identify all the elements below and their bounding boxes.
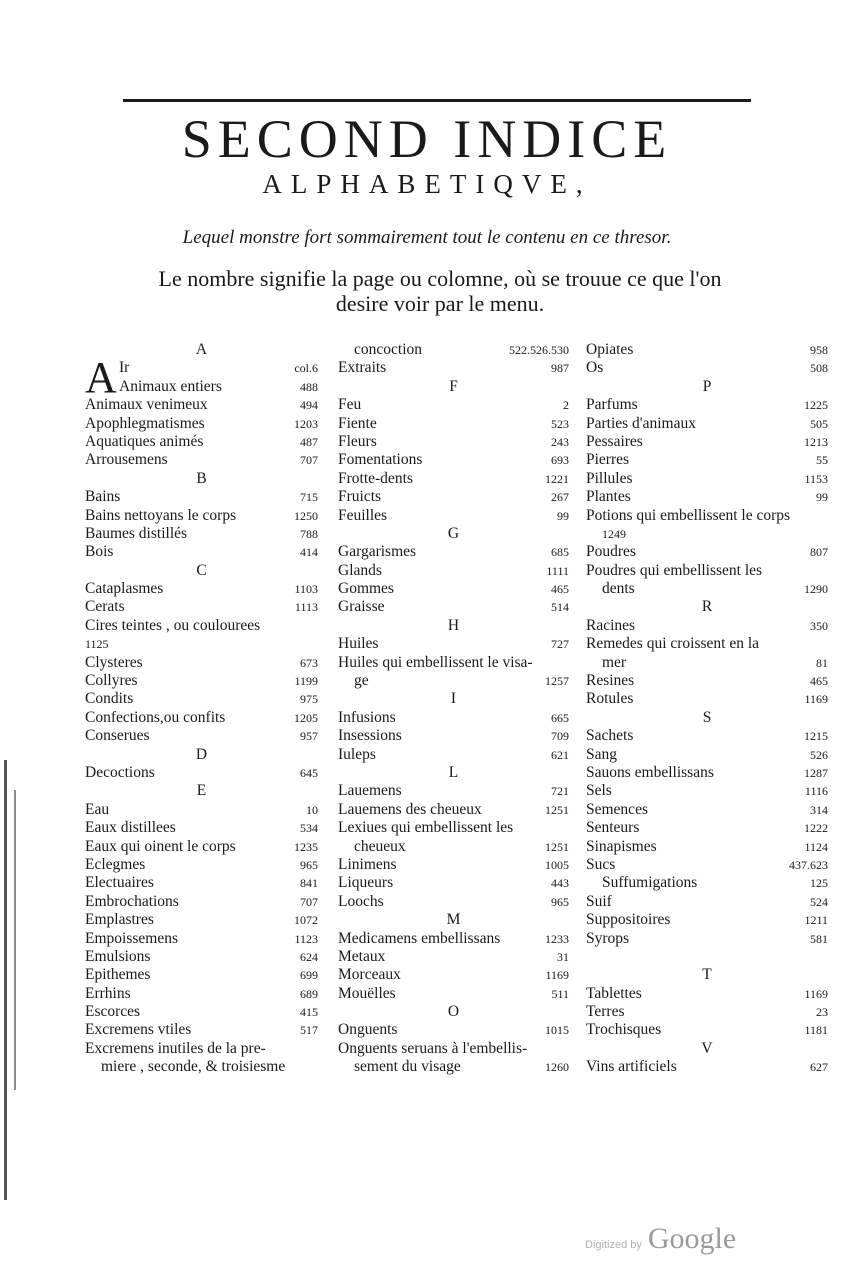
index-entry: Sucs 437.623 <box>586 855 828 873</box>
index-entry: Gargarismes 685 <box>338 543 569 561</box>
section-letter: M <box>446 911 461 929</box>
index-entry: Empoissemens 1123 <box>85 929 318 947</box>
index-entry-continuation: ge 1257 <box>354 672 569 690</box>
index-entry: Tablettes 1169 <box>586 984 828 1002</box>
index-entry-continuation: concoction 522.526.530 <box>354 341 569 358</box>
section-letter: A <box>195 341 208 358</box>
index-entry: Confections,ou confits 1205 <box>85 708 318 726</box>
section-letter: H <box>447 616 460 634</box>
section-letter: P <box>702 377 712 395</box>
index-entry: Fruicts 267 <box>338 488 569 506</box>
index-entry: Epithemes 699 <box>85 966 318 984</box>
index-entry: Poudres qui embellissent les <box>586 561 763 579</box>
index-column-1 <box>85 341 318 1077</box>
index-entry: Onguents 1015 <box>338 1021 569 1039</box>
index-entry: Lauemens des cheueux 1251 <box>338 800 569 818</box>
index-entry: Lexiues qui embellissent les <box>338 819 514 837</box>
index-entry: Eclegmes 965 <box>85 855 318 873</box>
index-entry: Extraits 987 <box>338 359 569 377</box>
index-entry: Bains nettoyans le corps 1250 <box>85 506 318 524</box>
index-entry: Cataplasmes 1103 <box>85 580 318 598</box>
index-entry-continuation: sement du visage 1260 <box>354 1058 569 1076</box>
index-entry: Arrousemens 707 <box>85 451 318 469</box>
section-letter: O <box>447 1003 460 1021</box>
index-entry: Os 508 <box>586 359 828 377</box>
index-entry: Parfums 1225 <box>586 396 828 414</box>
index-entry-continuation: dents 1290 <box>602 580 828 598</box>
index-entry: Sang 526 <box>586 745 828 763</box>
index-entry: Feuilles 99 <box>338 506 569 524</box>
index-entry: Vins artificiels 627 <box>586 1058 828 1076</box>
page-title: SECOND INDICE <box>181 109 673 169</box>
index-entry: Emulsions 624 <box>85 947 318 965</box>
index-entry-continuation: cheueux 1251 <box>354 837 569 855</box>
index-entry: Collyres 1199 <box>85 672 318 690</box>
index-column-2 <box>338 341 569 1077</box>
section-letter: E <box>196 782 207 800</box>
index-entry: Iuleps 621 <box>338 745 569 763</box>
index-entry: Bois 414 <box>85 543 318 561</box>
section-letter: F <box>449 377 458 395</box>
index-entry: Pierres 55 <box>586 451 828 469</box>
index-entry: Semences 314 <box>586 800 828 818</box>
index-entry: Fleurs 243 <box>338 432 569 450</box>
index-entry: Suffumigations 125 <box>602 874 828 892</box>
section-letter: L <box>448 763 459 781</box>
index-entry: Pillules 1153 <box>586 469 828 487</box>
index-entry: Errhins 689 <box>85 984 318 1002</box>
index-entry: Animaux venimeux 494 <box>85 396 318 414</box>
index-entry: Mouëlles 511 <box>338 984 569 1002</box>
index-entry: Gommes 465 <box>338 580 569 598</box>
index-entry: Emplastres 1072 <box>85 911 318 929</box>
index-entry: Syrops 581 <box>586 929 828 947</box>
section-letter: D <box>195 745 208 763</box>
spacer <box>586 948 828 966</box>
index-entry: Onguents seruans à l'embellis- <box>338 1039 528 1057</box>
index-entry: Sels 1116 <box>586 782 828 800</box>
index-entry: Escorces 415 <box>85 1003 318 1021</box>
digitized-watermark: Digitized by Google <box>585 1222 737 1255</box>
index-entry: Terres 23 <box>586 1003 828 1021</box>
scan-edge-mark <box>14 790 16 1090</box>
index-entry: Huiles qui embellissent le visa- <box>338 653 533 671</box>
index-entry: Apophlegmatismes 1203 <box>85 414 318 432</box>
index-entry: Frotte-dents 1221 <box>338 469 569 487</box>
index-entry: Plantes 99 <box>586 488 828 506</box>
index-entry: Sinapismes 1124 <box>586 837 828 855</box>
section-letter: T <box>702 966 712 984</box>
index-entry: Morceaux 1169 <box>338 966 569 984</box>
index-entry: Linimens 1005 <box>338 855 569 873</box>
index-entry: Cires teintes , ou coulourees <box>85 616 261 634</box>
index-entry: Senteurs 1222 <box>586 819 828 837</box>
index-entry: Eaux qui oinent le corps 1235 <box>85 837 318 855</box>
index-entry: Condits 975 <box>85 690 318 708</box>
index-entry: Suif 524 <box>586 892 828 910</box>
index-entry: Conserues 957 <box>85 727 318 745</box>
index-entry: Metaux 31 <box>338 947 569 965</box>
index-entry: Pessaires 1213 <box>586 432 828 450</box>
index-entry: Infusions 665 <box>338 708 569 726</box>
index-entry: Liqueurs 443 <box>338 874 569 892</box>
section-letter: I <box>450 690 457 708</box>
index-entry: Electuaires 841 <box>85 874 318 892</box>
section-letter: G <box>447 524 460 542</box>
index-entry: Ir col.6 <box>119 359 318 377</box>
index-entry: Cerats 1113 <box>85 598 318 616</box>
google-logo: Google <box>647 1222 737 1255</box>
index-entry: Sachets 1215 <box>586 727 828 745</box>
page-subtitle: ALPHABETIQVE, <box>262 169 592 199</box>
index-entry: Excremens vtiles 517 <box>85 1021 318 1039</box>
index-entry: Opiates 958 <box>586 341 828 358</box>
index-entry: Lauemens 721 <box>338 782 569 800</box>
index-entry: Aquatiques animés 487 <box>85 432 318 450</box>
section-letter: S <box>702 708 712 726</box>
index-entry-number: 1125 <box>85 637 109 652</box>
header-rule <box>123 99 751 102</box>
index-entry: Baumes distillés 788 <box>85 524 318 542</box>
index-entry: Huiles 727 <box>338 635 569 653</box>
drop-cap: A <box>85 353 117 402</box>
index-entry: Parties d'animaux 505 <box>586 414 828 432</box>
index-entry: Fiente 523 <box>338 414 569 432</box>
section-letter: C <box>196 561 207 579</box>
index-entry: Embrochations 707 <box>85 892 318 910</box>
index-entry: Excremens inutiles de la pre- <box>85 1039 266 1057</box>
index-entry: Decoctions 645 <box>85 763 318 781</box>
scan-edge-mark <box>4 760 7 1200</box>
index-entry: Feu 2 <box>338 396 569 414</box>
index-entry-continuation: 1249 <box>602 526 626 541</box>
index-entry: Racines 350 <box>586 616 828 634</box>
index-entry: Rotules 1169 <box>586 690 828 708</box>
index-entry: Fomentations 693 <box>338 451 569 469</box>
explanatory-note: Le nombre signifie la page ou colomne, où se trouue ce que l'on desire voir par le menu. <box>158 266 722 316</box>
index-entry: Graisse 514 <box>338 598 569 616</box>
index-entry: Trochisques 1181 <box>586 1021 828 1039</box>
section-letter: V <box>701 1039 713 1057</box>
index-entry: Poudres 807 <box>586 543 828 561</box>
section-letter: B <box>196 469 207 487</box>
index-entry-continuation: miere , seconde, & troisiesme <box>101 1058 286 1076</box>
index-entry: Bains 715 <box>85 488 318 506</box>
index-entry: Eau 10 <box>85 800 318 818</box>
index-entry: Animaux entiers 488 <box>119 377 318 395</box>
index-entry: Clysteres 673 <box>85 653 318 671</box>
index-entry: Suppositoires 1211 <box>586 911 828 929</box>
index-entry: Loochs 965 <box>338 892 569 910</box>
lead-line: Lequel monstre fort sommairement tout le contenu en ce thresor. <box>182 227 672 248</box>
index-entry: Eaux distillees 534 <box>85 819 318 837</box>
index-entry: Resines 465 <box>586 672 828 690</box>
index-column-3 <box>586 341 828 1077</box>
index-entry: Glands 1111 <box>338 561 569 579</box>
index-entry: Potions qui embellissent le corps <box>586 506 791 524</box>
index-entry: Remedes qui croissent en la <box>586 635 760 653</box>
index-entry: Insessions 709 <box>338 727 569 745</box>
index-entry-continuation: mer 81 <box>602 653 828 671</box>
index-entry: Medicamens embellissans 1233 <box>338 929 569 947</box>
section-letter: R <box>701 598 713 616</box>
index-entry: Sauons embellissans 1287 <box>586 763 828 781</box>
